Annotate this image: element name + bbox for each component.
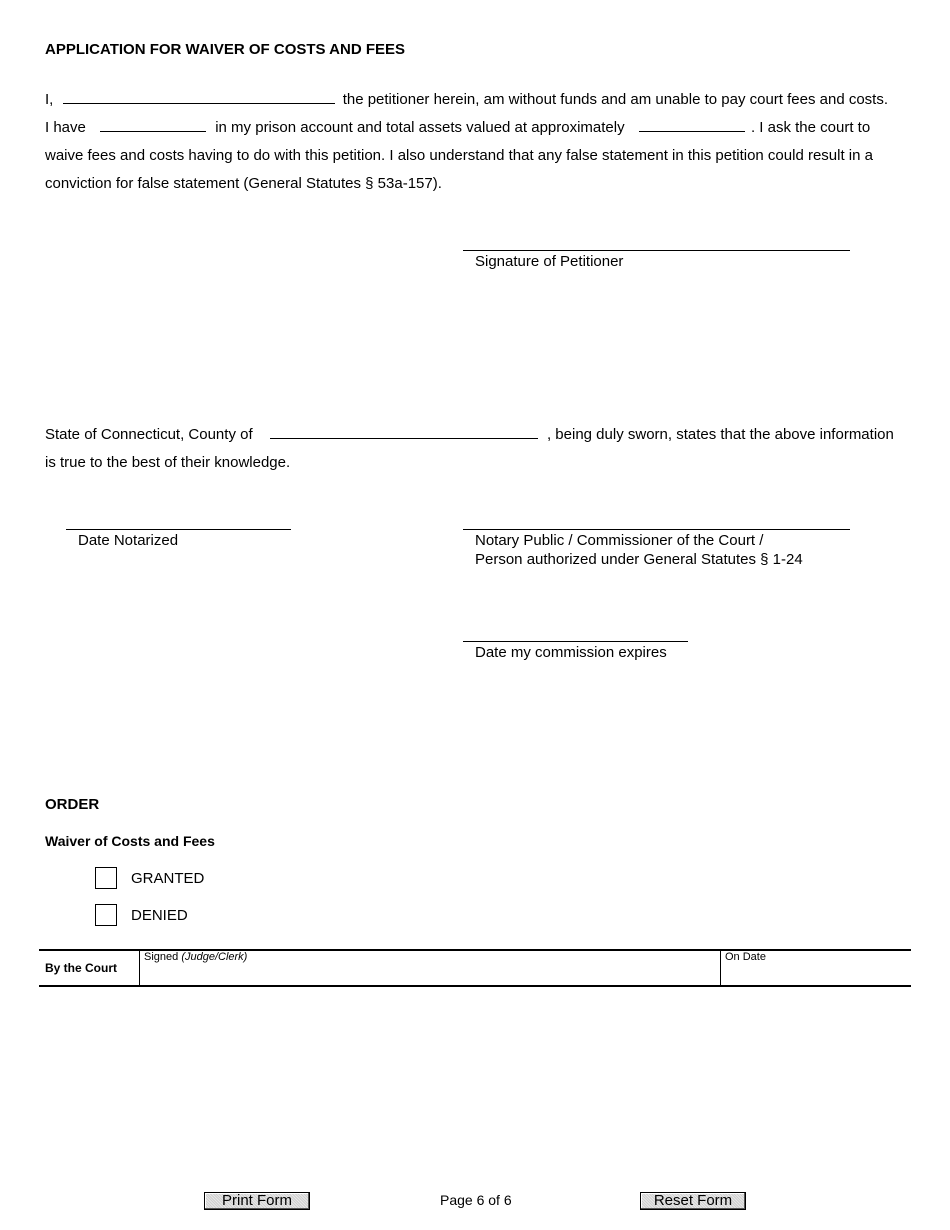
para1-line2-text: in my prison account and total assets valued at approximately	[215, 119, 625, 136]
on-date-cell[interactable]	[720, 951, 911, 985]
notary-label-line1: Notary Public / Commissioner of the Court /	[475, 532, 764, 549]
date-notarized-label: Date Notarized	[78, 532, 179, 549]
granted-label: GRANTED	[131, 870, 205, 887]
commission-expires-line[interactable]	[463, 641, 688, 642]
print-form-button[interactable]: Print Form	[204, 1192, 310, 1210]
county-field[interactable]	[270, 422, 538, 439]
commission-expires-label: Date my commission expires	[475, 644, 667, 661]
petition-paragraph	[45, 86, 915, 198]
prison-account-field[interactable]	[100, 115, 206, 132]
court-signature-table	[39, 949, 911, 987]
signed-cell[interactable]	[139, 951, 721, 985]
jurat-paragraph	[45, 421, 915, 477]
petitioner-name-field[interactable]	[63, 87, 335, 104]
denied-label: DENIED	[131, 907, 188, 924]
waiver-subheading: Waiver of Costs and Fees	[45, 833, 215, 849]
order-heading: ORDER	[45, 796, 100, 813]
notary-signature-line[interactable]	[463, 529, 850, 530]
para2-line1-prefix: State of Connecticut, County of	[45, 426, 253, 443]
granted-checkbox[interactable]	[95, 867, 117, 889]
para1-line4: conviction for false statement (General Statutes § 53a-157).	[45, 175, 442, 192]
date-notarized-line[interactable]	[66, 529, 291, 530]
signed-text: Signed	[144, 951, 179, 963]
signed-role: (Judge/Clerk)	[181, 951, 248, 963]
denied-checkbox[interactable]	[95, 904, 117, 926]
text-i-have: I have	[45, 119, 86, 136]
petitioner-signature-line[interactable]	[463, 250, 850, 251]
notary-label-line2: Person authorized under General Statutes § 1-24	[475, 551, 803, 568]
signature-label: Signature of Petitioner	[475, 253, 624, 270]
page-number: Page 6 of 6	[440, 1192, 512, 1208]
text-i: I,	[45, 91, 54, 108]
para2-line1	[45, 421, 915, 449]
para1-line2-suffix: . I ask the court to	[750, 119, 871, 136]
para2-line1-suffix: , being duly sworn, states that the above information	[546, 426, 894, 443]
para2-line2: is true to the best of their knowledge.	[45, 454, 291, 471]
total-assets-field[interactable]	[639, 115, 745, 132]
reset-form-button[interactable]: Reset Form	[640, 1192, 746, 1210]
para1-line3: waive fees and costs having to do with this petition. I also understand that any false statement in this petition could result in a	[45, 147, 873, 164]
by-court-label: By the Court	[45, 961, 117, 975]
para1-line1-text: the petitioner herein, am without funds and am unable to pay court fees and costs.	[342, 91, 889, 108]
form-title: APPLICATION FOR WAIVER OF COSTS AND FEES	[45, 41, 406, 58]
para1-line2	[45, 114, 915, 142]
para1-line1	[45, 86, 915, 114]
on-date-label: On Date	[725, 951, 766, 963]
signed-label	[144, 951, 247, 963]
by-court-cell	[39, 951, 140, 985]
